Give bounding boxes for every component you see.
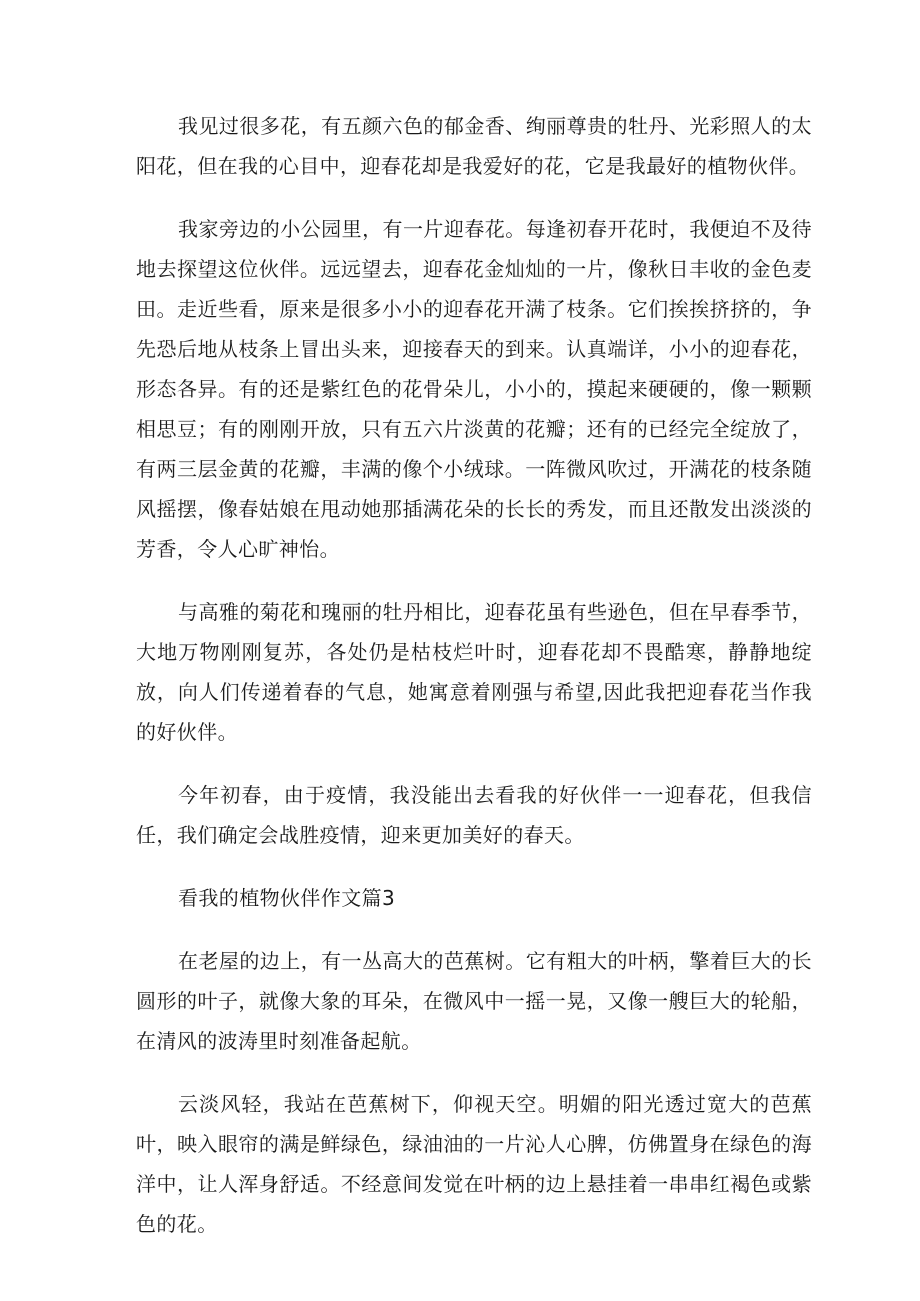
paragraph-4: 今年初春，由于疫情，我没能出去看我的好伙伴一一迎春花，但我信任，我们确定会战胜疫情，迎来更加美好的春天。 — [136, 783, 812, 847]
paragraph-3: 与高雅的菊花和瑰丽的牡丹相比，迎春花虽有些逊色，但在早春季节，大地万物刚刚复苏，各处仍是枯枝烂叶时，迎春花却不畏酷寒，静静地绽放，向人们传递着春的气息，她寓意着刚强与希望,因此我把迎春花当作我的好伙伴。 — [136, 600, 812, 744]
paragraph-2: 我家旁边的小公园里，有一片迎春花。每逢初春开花时，我便迫不及待地去探望这位伙伴。远远望去，迎春花金灿灿的一片，像秋日丰收的金色麦田。走近些看，原来是很多小小的迎春花开满了枝条。它们挨挨挤挤的，争先恐后地从枝条上冒出头来，迎接春天的到来。认真端详，小小的迎春花，形态各异。有的还是紫红色的花骨朵儿，小小的，摸起来硬硬的，像一颗颗相思豆；有的刚刚开放，只有五六片淡黄的花瓣；还有的已经完全绽放了，有两三层金黄的花瓣，丰满的像个小绒球。一阵微风吹过，开满花的枝条随风摇摆，像春姑娘在甩动她那插满花朵的长长的秀发，而且还散发出淡淡的芳香，令人心旷神怡。 — [136, 217, 812, 561]
paragraph-5: 在老屋的边上，有一丛高大的芭蕉树。它有粗大的叶柄，擎着巨大的长圆形的叶子，就像大象的耳朵，在微风中一摇一晃，又像一艘巨大的轮船，在清风的波涛里时刻准备起航。 — [136, 949, 812, 1053]
document-body — [136, 106, 812, 1267]
section-title: 看我的植物伙伴作文篇3 — [178, 886, 396, 910]
paragraph-1: 我见过很多花，有五颜六色的郁金香、绚丽尊贵的牡丹、光彩照人的太阳花，但在我的心目中，迎春花却是我爱好的花，它是我最好的植物伙伴。 — [136, 114, 812, 178]
paragraph-6: 云淡风轻，我站在芭蕉树下，仰视天空。明媚的阳光透过宽大的芭蕉叶，映入眼帘的满是鲜绿色，绿油油的一片沁人心脾，仿佛置身在绿色的海洋中，让人浑身舒适。不经意间发觉在叶柄的边上悬挂着一串串红褐色或紫色的花。 — [136, 1092, 812, 1236]
